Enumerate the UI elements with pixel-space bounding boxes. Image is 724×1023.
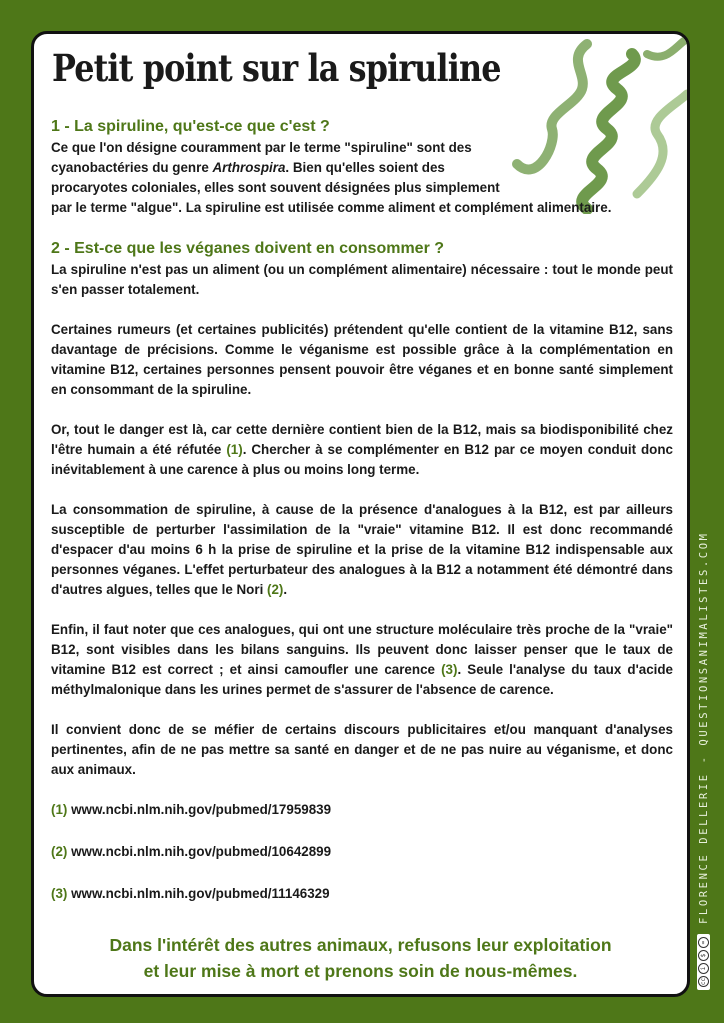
paragraph <box>51 620 673 700</box>
reference-item <box>51 800 673 820</box>
slogan-line: Dans l'intérêt des autres animaux, refusons leur exploitation <box>109 935 612 955</box>
intro-line: par le terme "algue". La spiruline est utilisée comme aliment et complément alimentaire. <box>51 200 612 215</box>
paragraph-text: . Seule l'analyse du taux d'acide méthylmalonique dans les urines permet de s'assurer de l'absence de carence. <box>51 662 673 697</box>
section-2-heading: 2 - Est-ce que les véganes doivent en consommer ? <box>51 240 445 257</box>
citation-ref: (1) <box>226 442 243 457</box>
paragraph-text: Or, tout le danger est là, car cette dernière contient bien de la B12, mais sa biodisponibilité chez l'être humain a été réfutée <box>51 422 673 457</box>
reference-item <box>51 842 673 862</box>
citation-ref: (3) <box>441 662 458 677</box>
side-credit <box>697 531 710 990</box>
intro-text: cyanobactéries du genre <box>51 160 213 175</box>
paragraph: Certaines rumeurs (et certaines publicités) prétendent qu'elle contient de la vitamine B12, sans davantage de précisions. Comme le véganisme est possible grâce à la complémentation en vitamine B12, certaines personnes pensent pouvoir être véganes et en bonne santé simplement en consommant de la spiruline. <box>51 322 673 397</box>
info-card <box>31 31 690 997</box>
paragraph <box>51 500 673 600</box>
reference-link[interactable]: www.ncbi.nlm.nih.gov/pubmed/17959839 <box>71 802 332 817</box>
intro-text: . Bien qu'elles soient des <box>285 160 445 175</box>
paragraph: La spiruline n'est pas un aliment (ou un complément alimentaire) nécessaire : tout le monde peut s'en passer totalement. <box>51 262 673 297</box>
cc-license-badge <box>697 934 710 990</box>
reference-item <box>51 884 673 904</box>
paragraph-text: La consommation de spiruline, à cause de la présence d'analogues à la B12, est par ailleurs susceptible de perturber l'assimilation de la "vraie" vitamine B12. Il est donc recommandé d'espacer d'au moins 6 h la prise de spiruline et la prise de la vitamine B12 indispensable aux personnes véganes. L'effet perturbateur des analogues à la B12 a notamment été démontré dans d'autres algues, telles que le Nori <box>51 502 673 597</box>
section-1-text <box>51 138 673 218</box>
page-title: Petit point sur la spiruline <box>52 46 501 90</box>
nd-icon: = <box>698 937 709 948</box>
paragraph <box>51 420 673 480</box>
reference-number: (2) <box>51 844 68 859</box>
genus-name: Arthrospira <box>212 160 286 175</box>
reference-link[interactable]: www.ncbi.nlm.nih.gov/pubmed/10642899 <box>71 844 332 859</box>
reference-number: (1) <box>51 802 68 817</box>
reference-link[interactable]: www.ncbi.nlm.nih.gov/pubmed/11146329 <box>71 886 330 901</box>
paragraph-text: . Chercher à se complémenter en B12 par ce moyen conduit donc inévitablement à une carence à plus ou moins long terme. <box>51 442 673 477</box>
by-icon: i <box>698 963 709 974</box>
paragraph: Il convient donc de se méfier de certains discours publicitaires et/ou manquant d'analyses pertinentes, afin de ne pas mettre sa santé en danger et de ne pas nuire au véganisme, et donc aux animaux. <box>51 722 673 777</box>
slogan-line: et leur mise à mort et prenons soin de nous-mêmes. <box>143 961 578 981</box>
reference-list <box>51 800 673 904</box>
slogan <box>34 932 687 984</box>
citation-ref: (2) <box>267 582 284 597</box>
nc-icon: $ <box>698 950 709 961</box>
section-1-heading: 1 - La spiruline, qu'est-ce que c'est ? <box>51 118 330 135</box>
article-body <box>51 116 673 926</box>
intro-line: Ce que l'on désigne couramment par le terme "spiruline" sont des <box>51 140 472 155</box>
intro-line <box>51 158 673 178</box>
credit-text: FLORENCE DELLERIE - QUESTIONSANIMALISTES.COM <box>697 531 710 924</box>
paragraph-text: . <box>283 582 288 597</box>
reference-number: (3) <box>51 886 68 901</box>
cc-icon: cc <box>700 977 707 986</box>
paragraph-text: Enfin, il faut noter que ces analogues, qui ont une structure moléculaire très proche de la "vraie" B12, sont visibles dans les bilans sanguins. Ils peuvent donc laisser penser que le taux de vitamine B12 est correct ; et ainsi camoufler une carence <box>51 622 673 677</box>
intro-line: procaryotes coloniales, elles sont souvent désignées plus simplement <box>51 180 500 195</box>
